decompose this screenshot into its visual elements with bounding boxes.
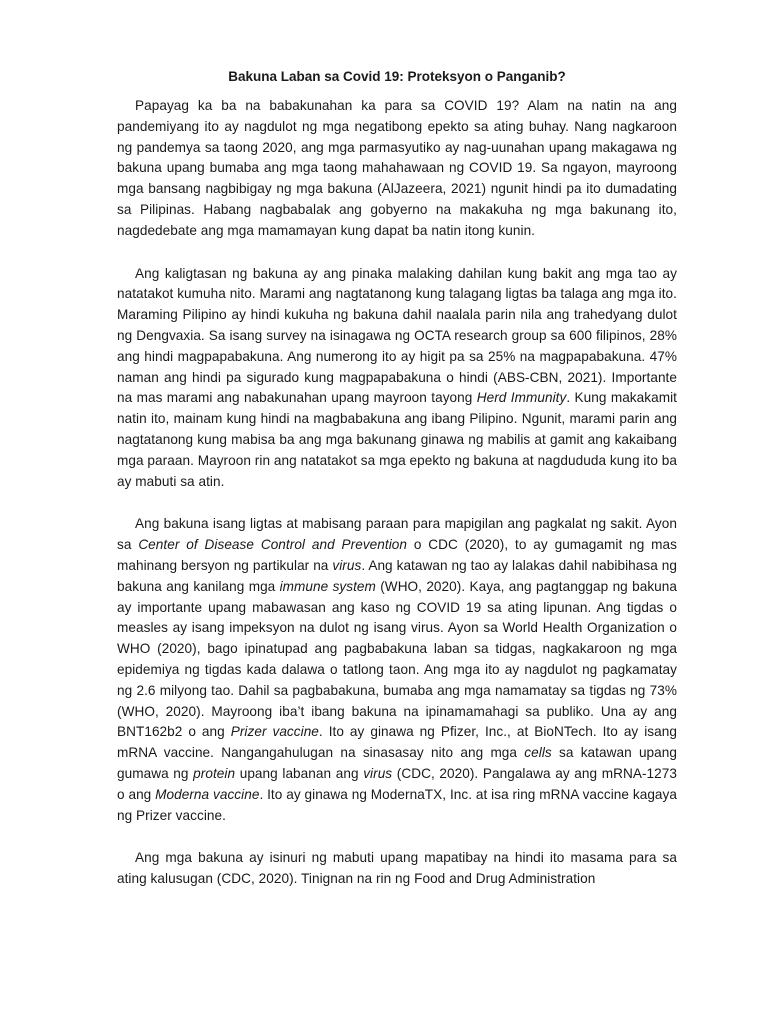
text-run: (CDC, 2020). Pangalawa ay ang mRNA-1273 o ang (117, 765, 677, 802)
text-run: Ang kaligtasan ng bakuna ay ang pinaka malaking dahilan kung bakit ang mga tao ay natatakot kumuha nito. Marami ang nagtatanong kung talagang ligtas ba talaga ang mga ito. Maraming Pilipino ay hindi kukuha ng bakuna dahil naalala parin nila ang trahedyang dulot ng Dengvaxia. Sa isang survey na isinagawa ng OCTA research group sa 600 filipinos, 28% ang hindi magpapabakuna. Ang numerong ito ay higit pa sa 25% na magpapabakuna. 47% naman ang hindi pa sigurado kung magpapabakuna o hindi (ABS-CBN, 2021). Importante na mas marami ang nabakunahan upang mayroon tayong (117, 265, 677, 406)
text-run: (WHO, 2020). Kaya, ang pagtanggap ng bakuna ay importante upang mabawasan ang kaso ng COVID 19 sa ating lipunan. Ang tigdas o measles ay isang impeksyon na dulot ng isang virus. Ayon sa World Health Organization o WHO (2020), bago ipinatupad ang pagbabakuna laban sa tidgas, nagkakaroon ng mga epidemiya ng tigdas kada dalawa o tatlong taon. Ang mga ito ay nagdulot ng pagkamatay ng 2.6 milyong tao. Dahil sa pagbabakuna, bumaba ang mga namamatay sa tigdas ng 73% (WHO, 2020). Mayroong iba’t ibang bakuna na ipinamamahagi sa publiko. Una ay ang BNT162b2 o ang (117, 578, 677, 740)
italic-term: Prizer vaccine (230, 724, 319, 740)
italic-term: Moderna vaccine (155, 786, 260, 802)
text-run: sa katawan upang gumawa ng (117, 745, 677, 781)
paragraph-1 (117, 96, 677, 242)
paragraph-2 (117, 264, 677, 493)
text-run: . Ang katawan ng tao ay lalakas dahil nabibihasa ng bakuna ang kanilang mga (117, 557, 677, 594)
text-run: Ang bakuna isang ligtas at mabisang paraan para mapigilan ang pagkalat ng sakit. Ayon sa (117, 516, 677, 553)
italic-term: immune system (279, 578, 376, 594)
paragraph-3 (117, 514, 677, 826)
paragraph-4 (117, 848, 677, 890)
text-run: o CDC (2020), to ay gumagamit ng mas mahinang bersyon ng partikular na (117, 537, 678, 573)
italic-term: virus (363, 765, 393, 781)
text-run: Ang mga bakuna ay isinuri ng mabuti upang mapatibay na hindi ito masama para sa ating kalusugan (CDC, 2020). Tinignan na rin ng Food and Drug Administration (117, 850, 677, 887)
italic-term: cells (524, 745, 552, 761)
italic-term: Herd Immunity (476, 390, 567, 406)
text-run: . Ito ay ginawa ng Pfizer, Inc., at BioNTech. Ito ay isang mRNA vaccine. Nangangahulugan na sinasasay nito ang mga (117, 724, 677, 761)
text-run: upang labanan ang (235, 765, 364, 781)
text-run: . Ito ay ginawa ng ModernaTX, Inc. at isa ring mRNA vaccine kagaya ng Prizer vaccine. (117, 786, 677, 823)
italic-term: Center of Disease Control and Prevention (138, 537, 408, 553)
text-run: Papayag ka ba na babakunahan ka para sa COVID 19? Alam na natin na ang pandemiyang ito ay nagdulot ng mga negatibong epekto sa ating buhay. Nang nagkaroon ng pandemya sa taong 2020, ang mga parmasyutiko ay nag-uunahan upang makagawa ng bakuna upang bumaba ang mga taong mahahawaan ng COVID 19. Sa ngayon, mayroong mga bansang nagbibigay ng mga bakuna (AlJazeera, 2021) ngunit hindi pa ito dumadating sa Pilipinas. Habang nagbabalak ang gobyerno na makakuha ng mga bakunang ito, nagdedebate ang mga mamamayan kung dapat ba natin itong kunin. (117, 98, 677, 238)
document-title: Bakuna Laban sa Covid 19: Proteksyon o Panganib? (228, 69, 566, 84)
italic-term: protein (193, 765, 236, 781)
text-run: . Kung makakamit natin ito, mainam kung hindi na magbabakuna ang ibang Pilipino. Ngunit, marami parin ang nagtatanong kung mabisa ba ang mga bakunang ginawa ng mabilis at gamit ang kakaibang mga paraan. Mayroon rin ang natatakot sa mga epekto ng bakuna at nagdududa kung ito ba ay mabuti sa atin. (117, 390, 677, 489)
document-body (117, 96, 677, 890)
document-page (117, 66, 677, 890)
italic-term: virus (332, 557, 362, 573)
